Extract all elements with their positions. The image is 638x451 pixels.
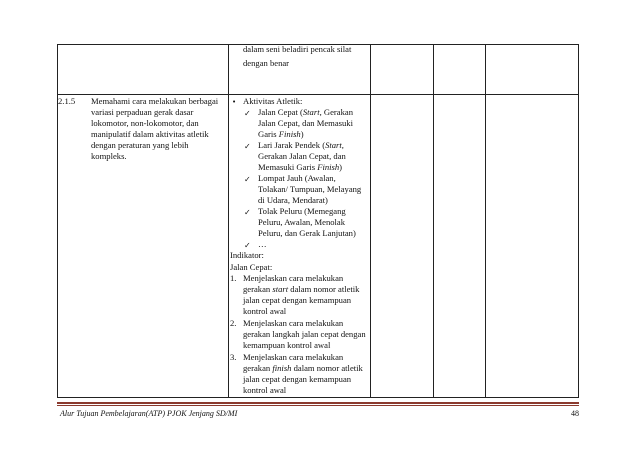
text-italic: Finish: [278, 129, 301, 139]
indicator-line: Menjelaskan cara melakukan: [243, 352, 344, 362]
check-icon: ✓: [244, 175, 251, 184]
text: ): [339, 162, 343, 172]
indicator-line: gerakan langkah jalan cepat dengan: [243, 329, 366, 339]
text: Lari Jarak Pendek (: [258, 140, 326, 150]
text: , Gerakan: [319, 107, 353, 117]
footer-rule-thick: [57, 402, 579, 404]
activity-item: Lompat Jauh (Awalan,: [258, 173, 336, 183]
text: ,: [341, 140, 344, 150]
activity-item: [258, 140, 344, 152]
table-col-divider: [228, 44, 229, 397]
text-italic: Finish: [317, 162, 340, 172]
activity-item-cont: Gerakan Jalan Cepat, dan: [258, 151, 346, 161]
text-italic: finish: [272, 363, 292, 373]
text: gerakan: [243, 284, 273, 294]
indicator-line: kemampuan kontrol awal: [243, 340, 331, 350]
activity-item-cont: Tolakan/ Tumpuan, Melayang: [258, 184, 362, 194]
activity-item-cont: Peluru, Awalan, Menolak: [258, 217, 346, 227]
competency-line: kompleks.: [91, 151, 127, 161]
check-icon: ✓: [244, 208, 251, 217]
check-icon: ✓: [244, 142, 251, 151]
check-icon: ✓: [244, 109, 251, 118]
competency-line: lokomotor, non-lokomotor, dan: [91, 118, 199, 128]
indicator-number: 3.: [230, 352, 237, 362]
text: ): [300, 129, 304, 139]
activity-item-cont: di Udara, Mendarat): [258, 195, 328, 205]
indikator-label: Indikator:: [230, 250, 264, 260]
activity-heading: Aktivitas Atletik:: [243, 96, 303, 106]
table-bottom-border: [57, 397, 579, 398]
indicator-line: jalan cepat dengan kemampuan: [243, 295, 352, 305]
indicator-line: kontrol awal: [243, 385, 287, 395]
text: Memasuki Garis: [258, 162, 318, 172]
text: gerakan: [243, 363, 273, 373]
footer-rule-thin: [57, 405, 579, 406]
table-col-divider: [433, 44, 434, 397]
table-right-border: [578, 44, 579, 397]
competency-line: Memahami cara melakukan berbagai: [91, 96, 219, 106]
activity-item: [258, 107, 353, 119]
text: Garis: [258, 129, 279, 139]
indicator-line: [243, 363, 363, 375]
indicator-line: jalan cepat dengan kemampuan: [243, 374, 352, 384]
activity-item-cont: [258, 129, 304, 141]
competency-code: 2.1.5: [58, 96, 76, 106]
indicator-line: Menjelaskan cara melakukan: [243, 318, 344, 328]
text: Jalan Cepat (: [258, 107, 303, 117]
activity-item-cont: Peluru, dan Gerak Lanjutan): [258, 228, 356, 238]
activity-item: …: [258, 239, 267, 249]
activity-item-cont: Jalan Cepat, dan Memasuki: [258, 118, 353, 128]
jalan-cepat-label: Jalan Cepat:: [230, 262, 273, 272]
bullet-icon: •: [232, 98, 237, 106]
check-icon: ✓: [244, 241, 251, 250]
text-italic: Start: [325, 140, 342, 150]
table-col-divider: [485, 44, 486, 397]
activity-item-cont: [258, 162, 342, 174]
indicator-number: 2.: [230, 318, 237, 328]
indicator-line: [243, 284, 359, 296]
indicator-line: kontrol awal: [243, 306, 287, 316]
continued-text-line: dengan benar: [243, 58, 290, 68]
competency-line: variasi perpaduan gerak dasar: [91, 107, 194, 117]
competency-line: manipulatif dalam aktivitas atletik: [91, 129, 209, 139]
indicator-number: 1.: [230, 273, 237, 283]
text-italic: start: [272, 284, 289, 294]
text: dalam nomor atletik: [291, 363, 363, 373]
activity-item: Tolak Peluru (Memegang: [258, 206, 346, 216]
page-number: 48: [571, 409, 579, 418]
competency-line: dengan peraturan yang lebih: [91, 140, 189, 150]
text: dalam nomor atletik: [288, 284, 360, 294]
text-italic: Start: [302, 107, 320, 117]
footer-title: Alur Tujuan Pembelajaran(ATP) PJOK Jenjang SD/MI: [60, 409, 238, 418]
continued-text-line: dalam seni beladiri pencak silat: [243, 44, 352, 54]
table-row-divider: [57, 94, 579, 95]
indicator-line: Menjelaskan cara melakukan: [243, 273, 344, 283]
table-col-divider: [370, 44, 371, 397]
